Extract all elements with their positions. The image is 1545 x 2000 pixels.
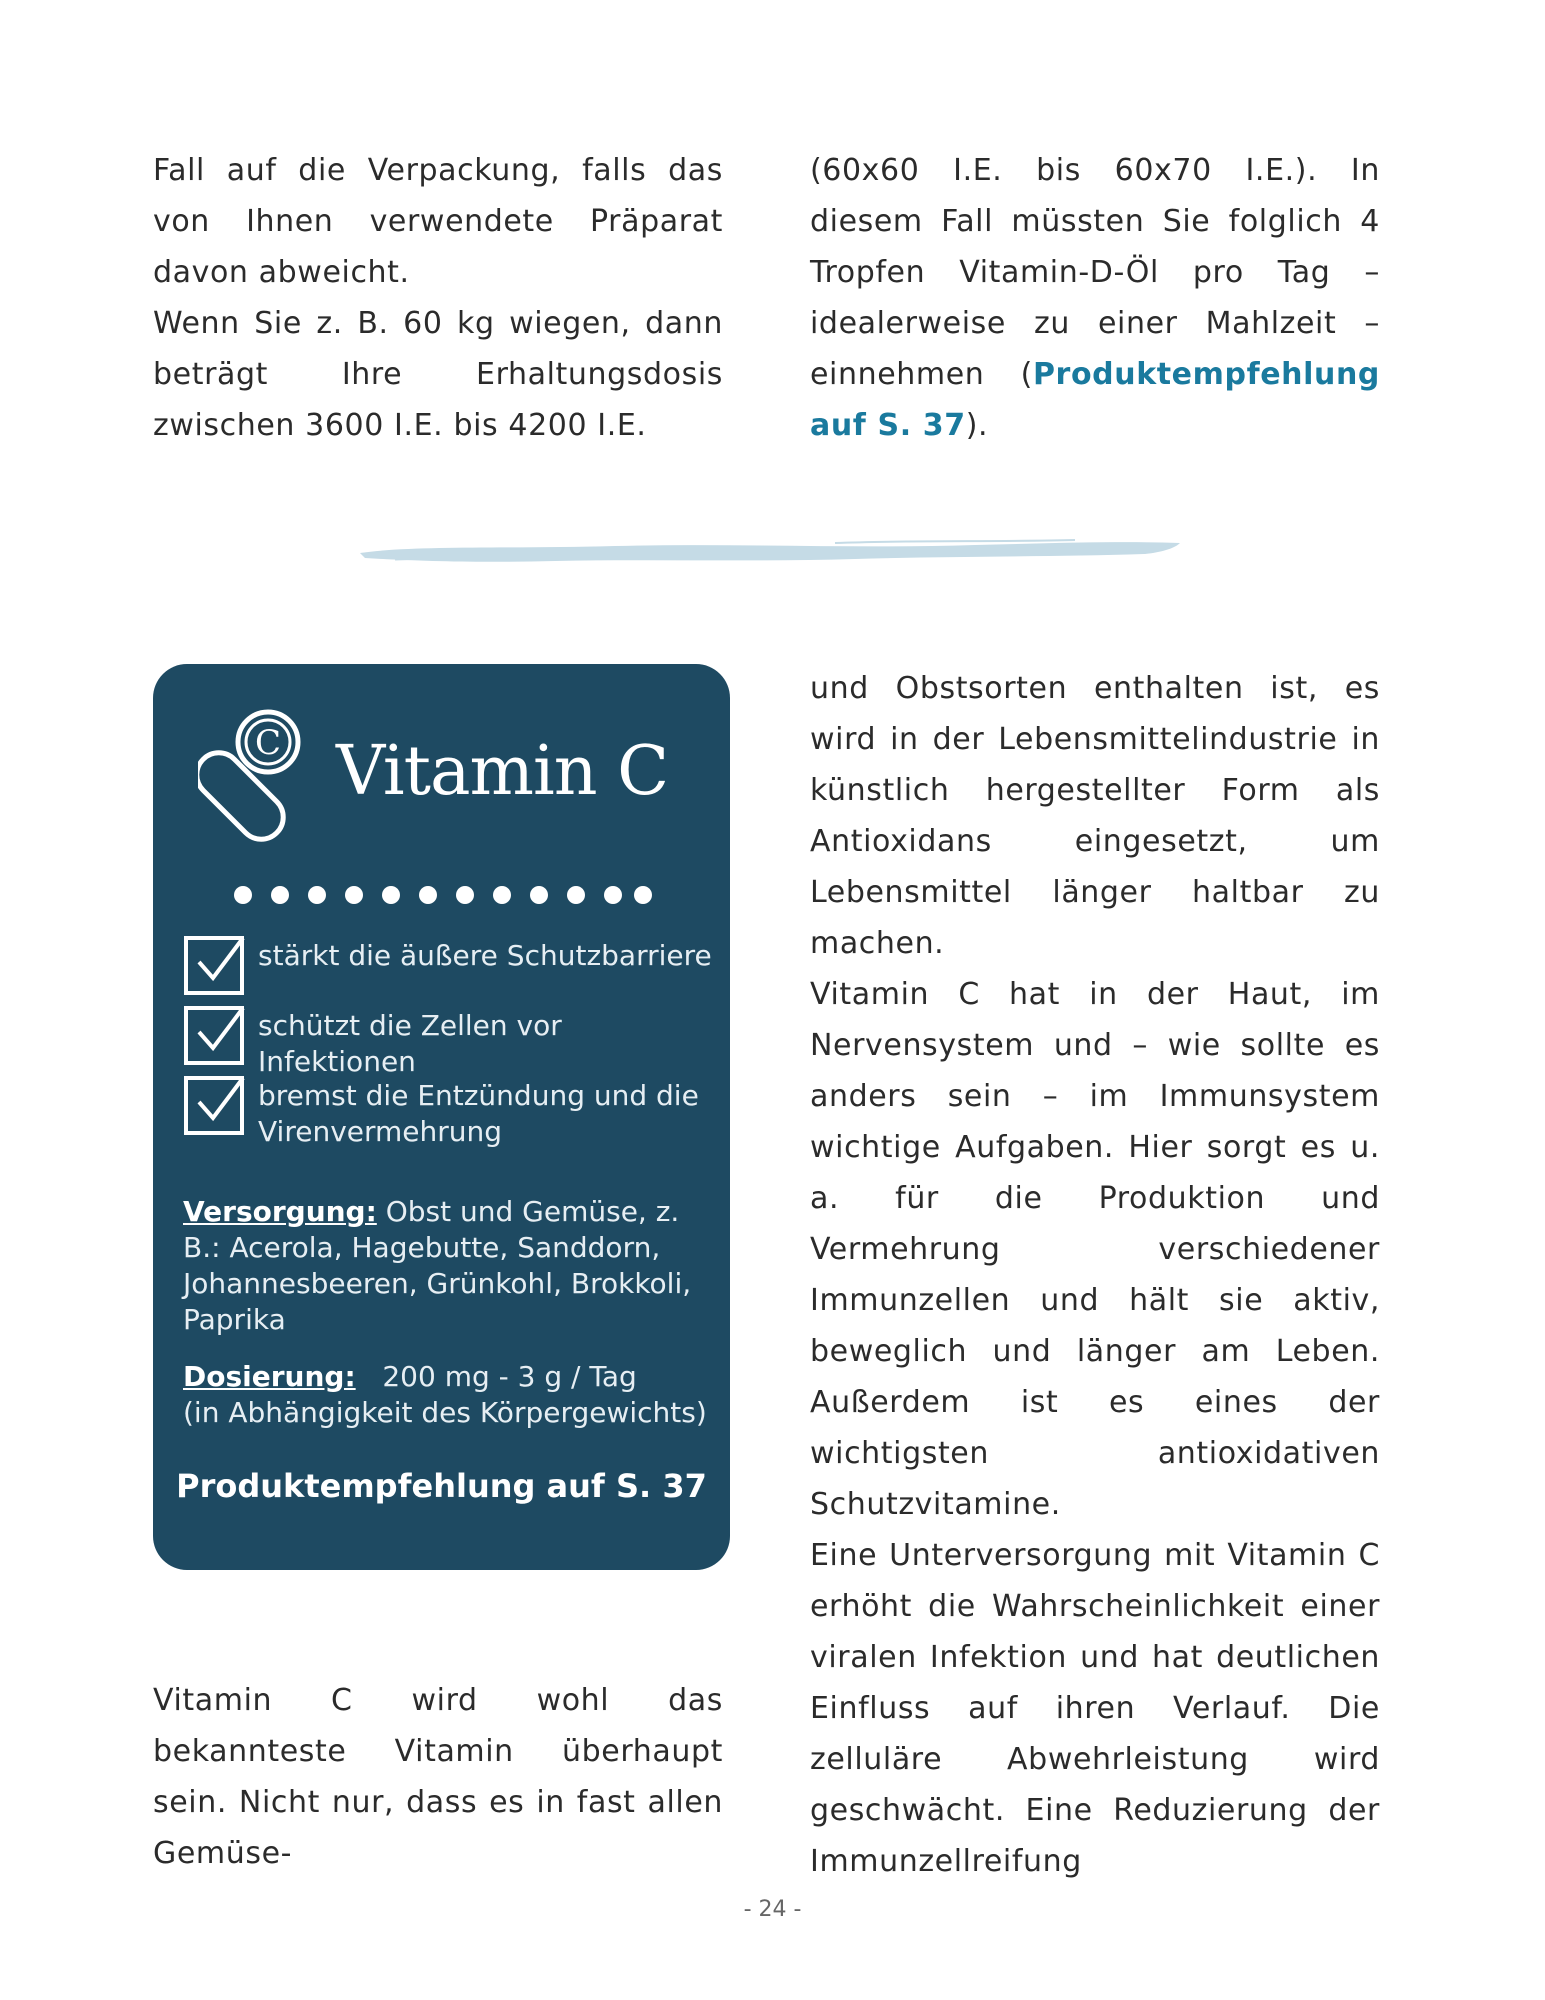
checkbox-icon	[183, 932, 247, 996]
card-product-recommendation[interactable]: Produktempfehlung auf S. 37	[176, 1467, 707, 1505]
product-recommendation-link[interactable]: Produktempfehlung auf S. 37	[810, 357, 1380, 443]
dosage-note: (in Abhängigkeit des Körpergewichts)	[183, 1396, 707, 1429]
supply-text: Obst und Gemüse, z. B.: Acerola, Hagebutte, Sanddorn, Johannesbeeren, Grünkohl, Brokkoli, Paprika	[183, 1195, 692, 1336]
right-column	[810, 663, 1380, 1887]
page-number: - 24 -	[743, 1897, 802, 1922]
top-left-column	[153, 145, 723, 451]
dosage-text: 200 mg - 3 g / Tag	[382, 1360, 637, 1393]
paragraph-antioxidant: und Obstsorten enthalten ist, es wird in der Lebensmittelindustrie in künstlich hergestellter Form als Antioxidans eingesetzt, um Lebensmittel länger haltbar zu machen.	[810, 671, 1380, 961]
dosage-label: Dosierung:	[183, 1360, 356, 1393]
vitamin-c-capsule-icon	[198, 706, 318, 846]
checkbox-icon	[183, 1072, 247, 1136]
paragraph-deficiency: Eine Unterversorgung mit Vitamin C erhöht die Wahrscheinlichkeit einer viralen Infektion und hat deutlichen Einfluss auf ihren Verlauf. Die zelluläre Abwehrleistung wird geschwächt. Eine Reduzierung der Immunzellreifung	[810, 1538, 1380, 1879]
top-right-column	[810, 145, 1380, 451]
benefit-text: stärkt die äußere Schutzbarriere	[258, 939, 712, 972]
paragraph-dose-example: Wenn Sie z. B. 60 kg wiegen, dann beträgt Ihre Erhaltungsdosis zwischen 3600 I.E. bis 4200 I.E.	[153, 306, 723, 443]
vitamin-c-card	[153, 664, 730, 1570]
supply-info	[183, 1194, 713, 1338]
dot-divider	[233, 880, 653, 910]
dosage-info	[183, 1359, 713, 1431]
drops-tail: ).	[965, 408, 989, 443]
supply-label: Versorgung:	[183, 1195, 377, 1228]
benefit-text: schützt die Zellen vor Infektionen	[258, 1009, 562, 1078]
checkbox-icon	[183, 1002, 247, 1066]
paragraph-vitamin-c-intro: Vitamin C wird wohl das bekannteste Vitamin überhaupt sein. Nicht nur, dass es in fast allen Gemüse-	[153, 1683, 723, 1871]
svg-text:C: C	[254, 723, 282, 763]
brush-stroke-divider	[355, 537, 1185, 567]
card-title: Vitamin C	[336, 732, 669, 811]
benefit-text: bremst die Entzündung und die Virenvermehrung	[258, 1079, 699, 1148]
paragraph-functions: Vitamin C hat in der Haut, im Nervensystem und – wie sollte es anders sein – im Immunsystem wichtige Aufgaben. Hier sorgt es u. a. für die Produktion und Vermehrung verschiedener Immunzellen und hält sie aktiv, beweglich und länger am Leben. Außerdem ist es eines der wichtigsten antioxidativen Schutzvitamine.	[810, 977, 1380, 1522]
paragraph-packaging: Fall auf die Verpackung, falls das von Ihnen verwendete Präparat davon abweicht.	[153, 153, 723, 290]
drops-text: (60x60 I.E. bis 60x70 I.E.). In diesem Fall müssten Sie folglich 4 Tropfen Vitamin-D-Öl pro Tag – idealerweise zu einer Mahlzeit – einnehmen (	[810, 153, 1380, 392]
bottom-left-column	[153, 1675, 723, 1879]
paragraph-drops	[810, 145, 1380, 451]
